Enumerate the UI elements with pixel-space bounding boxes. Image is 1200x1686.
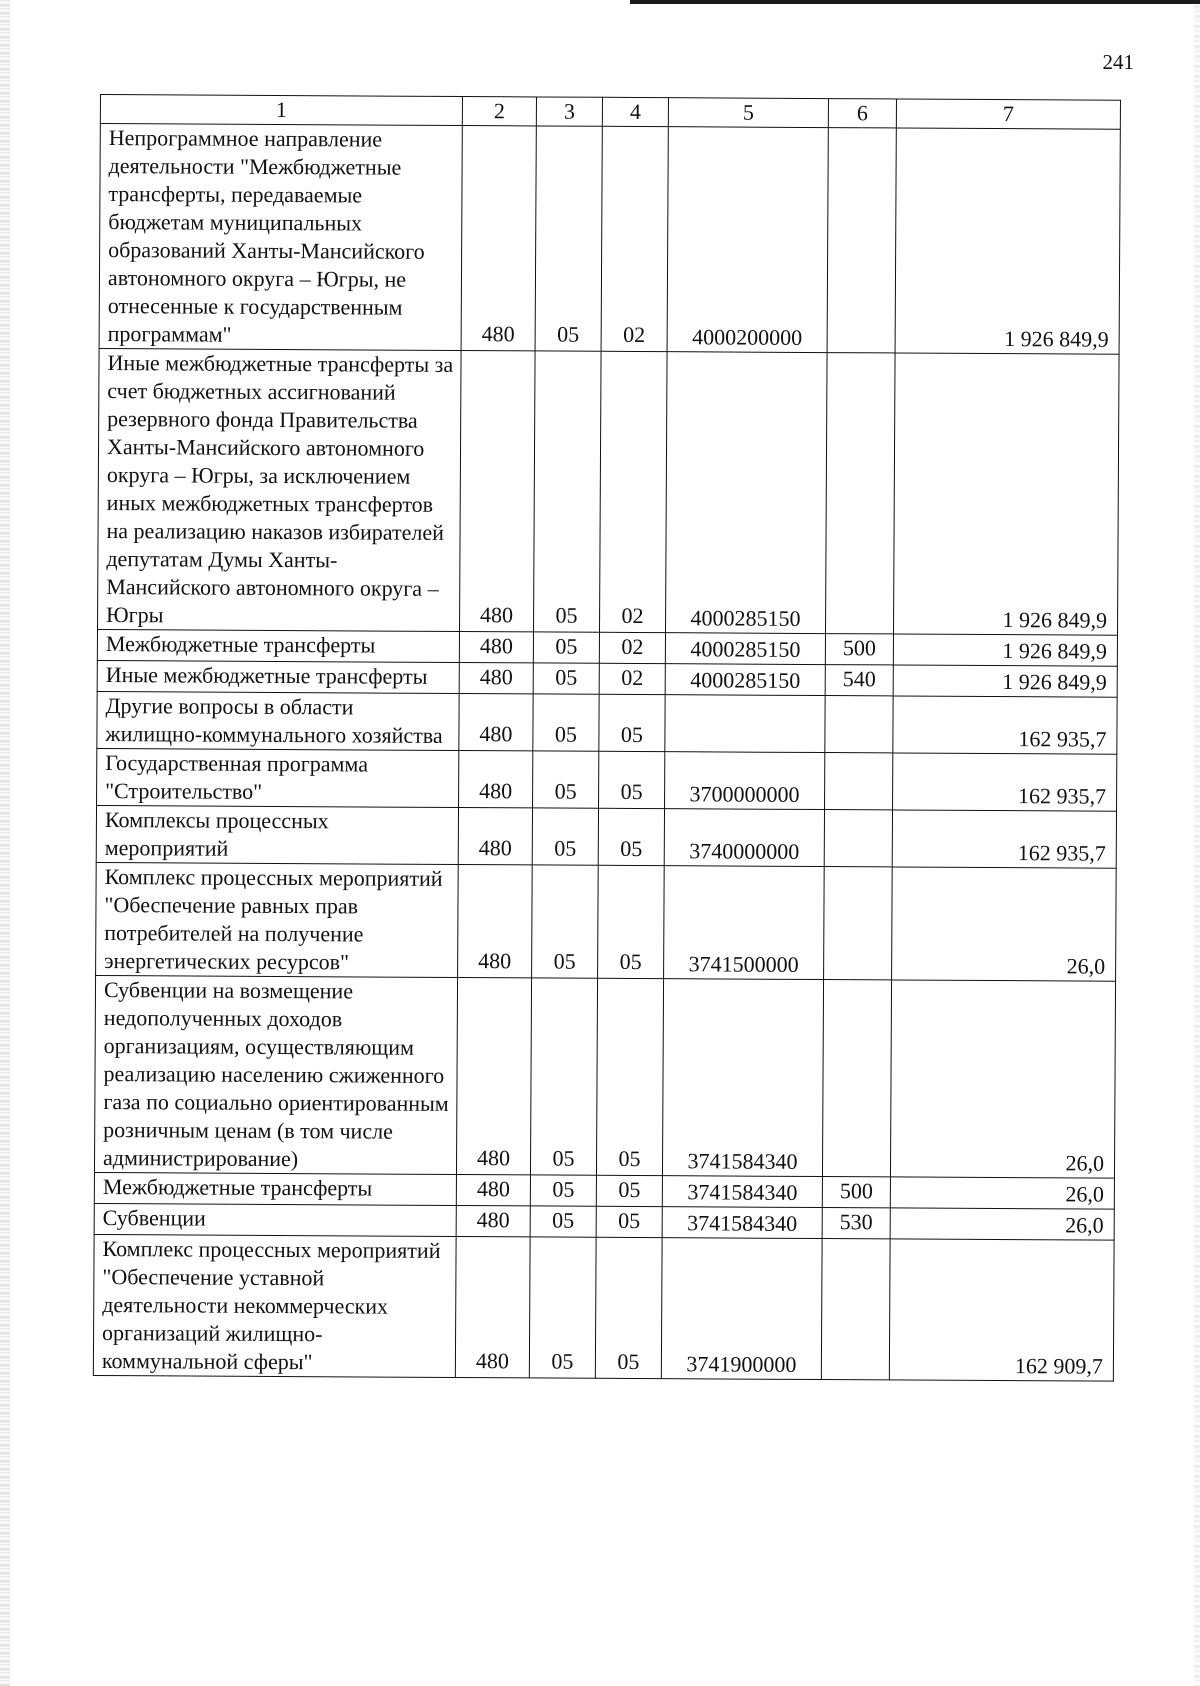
row-col-4: 05 bbox=[599, 694, 665, 751]
row-col-5: 3741584340 bbox=[662, 1176, 822, 1208]
row-col-2: 480 bbox=[461, 126, 536, 351]
row-col-6 bbox=[822, 980, 891, 1177]
row-col-6 bbox=[825, 753, 893, 810]
row-col-3: 05 bbox=[533, 694, 599, 751]
row-col-3: 05 bbox=[530, 1206, 596, 1237]
row-col-5: 4000285150 bbox=[666, 352, 828, 634]
row-col-2: 480 bbox=[460, 351, 536, 632]
header-cell-2: 2 bbox=[462, 97, 536, 126]
row-col-2: 480 bbox=[458, 808, 532, 865]
row-col-4: 05 bbox=[595, 1237, 662, 1378]
row-name: Комплексы процессных мероприятий bbox=[96, 805, 458, 864]
row-col-3: 05 bbox=[534, 351, 602, 632]
row-col-3: 05 bbox=[533, 751, 599, 808]
row-col-6: 500 bbox=[825, 634, 893, 665]
table-row bbox=[96, 862, 1117, 981]
row-col-7: 1 926 849,9 bbox=[895, 128, 1120, 354]
row-col-4: 05 bbox=[596, 1175, 662, 1206]
row-col-3: 05 bbox=[532, 865, 599, 978]
row-col-7: 162 935,7 bbox=[892, 810, 1116, 868]
row-name: Межбюджетные трансферты bbox=[94, 1172, 456, 1205]
row-col-4: 02 bbox=[599, 632, 665, 663]
row-col-5 bbox=[665, 695, 825, 753]
scan-edge-left bbox=[0, 0, 10, 1686]
row-col-4: 05 bbox=[598, 865, 665, 978]
row-col-7: 162 935,7 bbox=[893, 696, 1117, 754]
row-name: Комплекс процессных мероприятий "Обеспечение уставной деятельности некоммерческих организаций жилищно-коммунальной сферы" bbox=[93, 1234, 456, 1377]
row-col-2: 480 bbox=[456, 1206, 530, 1237]
row-col-7: 1 926 849,9 bbox=[893, 353, 1119, 635]
row-col-7: 162 935,7 bbox=[893, 753, 1117, 811]
header-cell-3: 3 bbox=[536, 97, 602, 126]
row-col-6: 530 bbox=[822, 1208, 890, 1239]
row-col-2: 480 bbox=[456, 978, 531, 1175]
table-row bbox=[93, 1234, 1114, 1381]
scan-edge-right bbox=[1194, 0, 1200, 1686]
row-col-6 bbox=[825, 353, 895, 634]
budget-table bbox=[93, 94, 1121, 1382]
row-name: Межбюджетные трансферты bbox=[97, 629, 459, 662]
row-col-4: 05 bbox=[596, 978, 663, 1175]
row-col-6: 500 bbox=[822, 1177, 890, 1208]
row-name: Государственная программа "Строительство" bbox=[97, 748, 459, 807]
row-col-7: 26,0 bbox=[890, 980, 1115, 1178]
row-col-3: 05 bbox=[533, 632, 599, 663]
row-col-4: 05 bbox=[599, 751, 665, 808]
row-col-4: 02 bbox=[600, 351, 668, 632]
row-col-6 bbox=[827, 128, 896, 353]
row-col-6 bbox=[824, 810, 892, 867]
table-row bbox=[99, 124, 1120, 355]
row-col-2: 480 bbox=[459, 632, 533, 663]
budget-table-wrapper bbox=[93, 94, 1120, 1382]
row-col-4: 02 bbox=[601, 126, 668, 351]
row-col-2: 480 bbox=[459, 751, 533, 808]
row-col-3: 05 bbox=[535, 126, 602, 351]
row-col-6 bbox=[824, 867, 893, 980]
row-name: Субвенции на возмещение недополученных доходов организациям, осуществляющим реализацию населению сжиженного газа по социально ориентированным розничным ценам (в том числе администрирование) bbox=[94, 975, 457, 1174]
header-cell-1: 1 bbox=[100, 95, 462, 126]
scan-edge-top bbox=[630, 0, 1200, 4]
row-col-3: 05 bbox=[530, 978, 597, 1175]
row-col-3: 05 bbox=[532, 808, 598, 865]
row-col-2: 480 bbox=[456, 1175, 530, 1206]
table-row bbox=[96, 805, 1116, 868]
row-col-5: 3741584340 bbox=[662, 1207, 822, 1239]
header-cell-6: 6 bbox=[828, 99, 896, 128]
row-col-7: 162 909,7 bbox=[889, 1239, 1114, 1381]
row-col-7: 26,0 bbox=[890, 1177, 1114, 1209]
row-col-5: 3741500000 bbox=[664, 866, 825, 980]
row-col-6 bbox=[821, 1239, 890, 1380]
row-col-7: 1 926 849,9 bbox=[893, 634, 1117, 666]
row-col-5: 4000285150 bbox=[665, 664, 825, 696]
row-col-6: 540 bbox=[825, 665, 893, 696]
row-col-3: 05 bbox=[529, 1237, 596, 1378]
row-col-4: 02 bbox=[599, 663, 665, 694]
row-col-2: 480 bbox=[458, 865, 533, 978]
row-col-3: 05 bbox=[530, 1175, 596, 1206]
row-col-4: 05 bbox=[598, 808, 664, 865]
row-col-2: 480 bbox=[459, 663, 533, 694]
row-col-7: 26,0 bbox=[892, 867, 1117, 981]
header-cell-5: 5 bbox=[668, 98, 828, 128]
row-name: Комплекс процессных мероприятий "Обеспечение равных прав потребителей на получение энергетических ресурсов" bbox=[96, 862, 459, 977]
table-row bbox=[94, 975, 1115, 1178]
row-col-5: 3741584340 bbox=[662, 979, 823, 1177]
table-row bbox=[97, 748, 1117, 811]
row-name: Иные межбюджетные трансферты за счет бюджетных ассигнований резервного фонда Правительства Ханты-Мансийского автономного округа – Югры, за исключением иных межбюджетных трансфертов на реализацию наказов избирателей депутатам Думы Ханты-Мансийского автономного округа – Югры bbox=[98, 348, 462, 631]
page-number: 241 bbox=[1102, 50, 1134, 74]
row-name: Непрограммное направление деятельности "Межбюджетные трансферты, передаваемые бюджетам муниципальных образований Ханты-Мансийского автономного округа – Югры, не отнесенные к государственным программам" bbox=[99, 124, 462, 351]
row-name: Иные межбюджетные трансферты bbox=[97, 660, 459, 693]
row-name: Субвенции bbox=[94, 1203, 456, 1236]
row-col-5: 3700000000 bbox=[665, 752, 825, 810]
row-col-7: 1 926 849,9 bbox=[893, 665, 1117, 697]
row-col-2: 480 bbox=[459, 694, 533, 751]
row-col-4: 05 bbox=[596, 1206, 662, 1237]
row-col-5: 4000200000 bbox=[667, 127, 828, 353]
table-row bbox=[98, 348, 1120, 635]
header-cell-7: 7 bbox=[896, 99, 1120, 129]
row-col-2: 480 bbox=[455, 1237, 530, 1378]
header-cell-4: 4 bbox=[602, 97, 668, 126]
row-col-7: 26,0 bbox=[890, 1208, 1114, 1240]
row-col-5: 4000285150 bbox=[665, 633, 825, 665]
row-col-6 bbox=[825, 696, 893, 753]
row-col-5: 3740000000 bbox=[664, 809, 824, 867]
row-name: Другие вопросы в области жилищно-коммунального хозяйства bbox=[97, 691, 459, 750]
table-row bbox=[97, 691, 1117, 754]
row-col-5: 3741900000 bbox=[661, 1238, 822, 1380]
row-col-3: 05 bbox=[533, 663, 599, 694]
